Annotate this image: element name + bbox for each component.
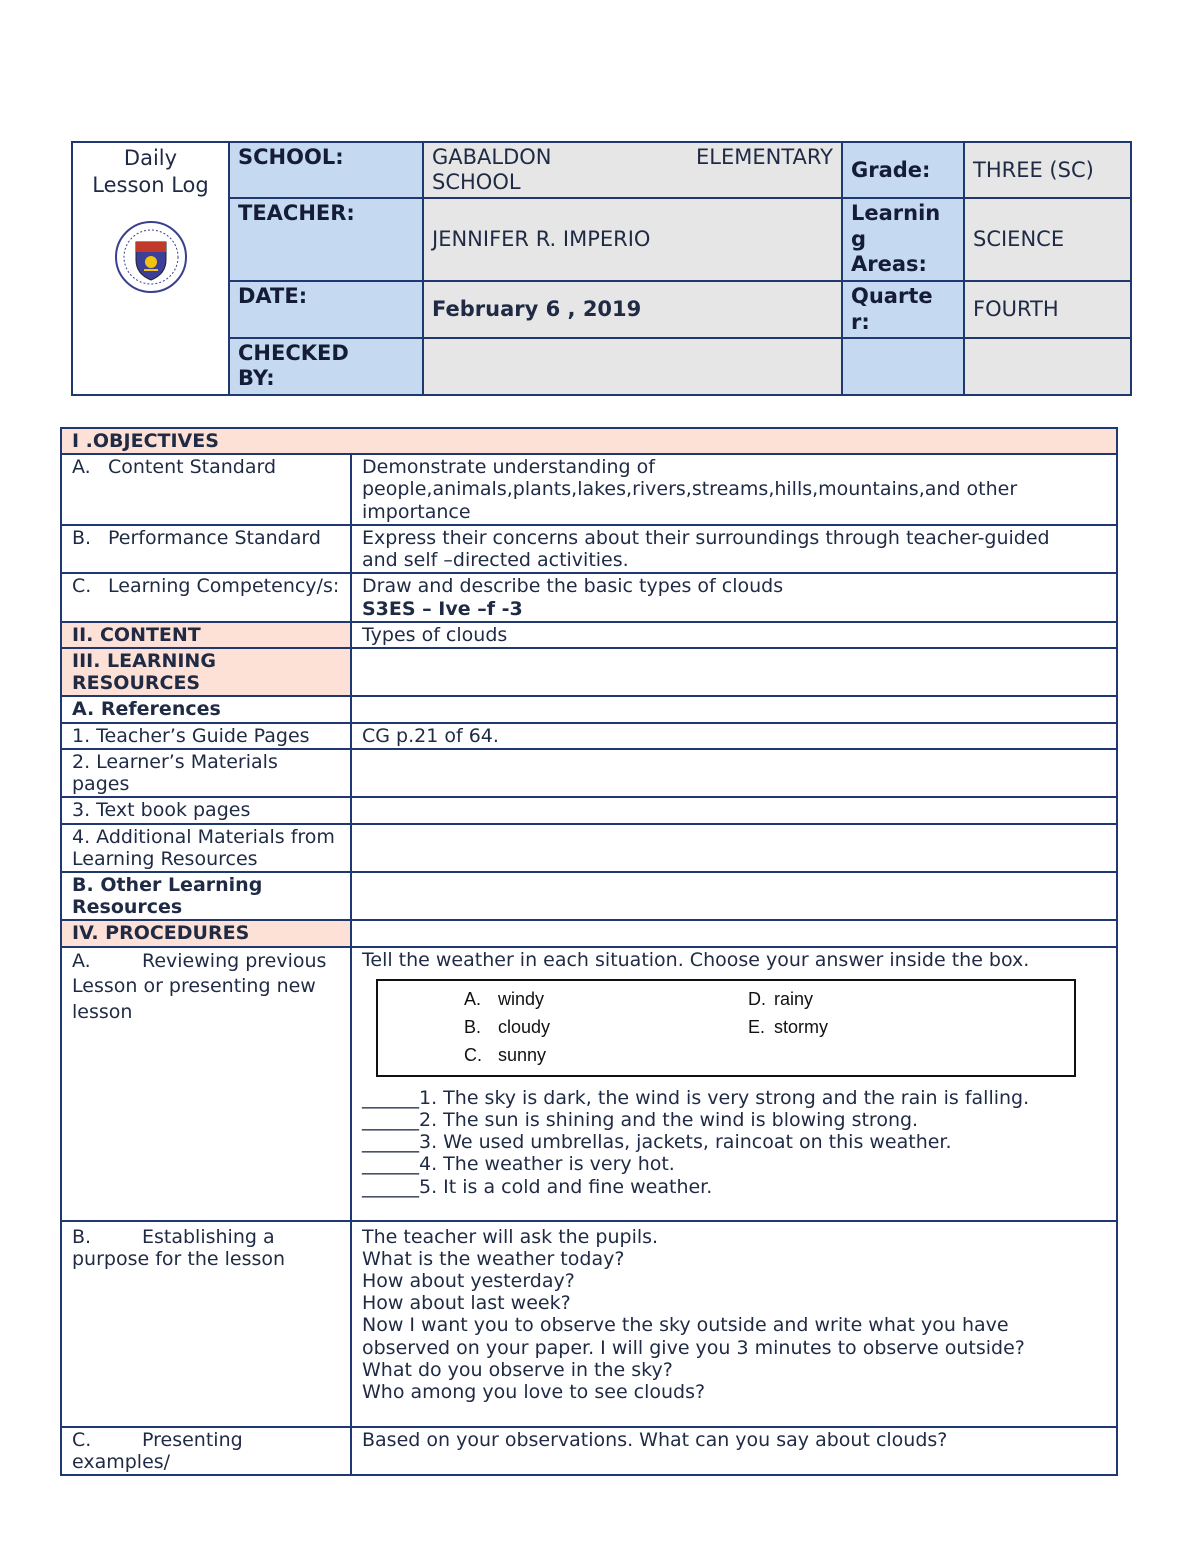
grade-label: Grade: bbox=[842, 142, 964, 198]
choice-item: E. stormy bbox=[748, 1016, 828, 1037]
list-item: What do you observe in the sky? bbox=[362, 1358, 673, 1381]
lesson-plan-table bbox=[60, 427, 1118, 1476]
learning-competency-label: C. Learning Competency/s: bbox=[61, 573, 351, 621]
learning-resources-value bbox=[351, 648, 1117, 696]
table-row bbox=[61, 947, 1117, 1221]
review-instruction: Tell the weather in each situation. Choose your answer inside the box. bbox=[362, 948, 1030, 971]
list-item: Now I want you to observe the sky outside and write what you have bbox=[362, 1314, 1009, 1337]
table-row bbox=[61, 525, 1117, 573]
list-item: Who among you love to see clouds? bbox=[362, 1381, 706, 1404]
references-label: A. References bbox=[61, 696, 351, 722]
table-row bbox=[61, 797, 1117, 823]
procedures-heading: IV. PROCEDURES bbox=[61, 920, 351, 946]
choice-item: D. rainy bbox=[748, 988, 814, 1009]
document-title: Daily Lesson Log bbox=[92, 146, 209, 198]
establishing-purpose-label: B. Establishing a purpose for the lesson bbox=[61, 1221, 351, 1427]
school-label: SCHOOL: bbox=[229, 142, 423, 198]
table-row bbox=[61, 723, 1117, 749]
performance-standard-value: Express their concerns about their surroundings through teacher-guided and self –directed activities. bbox=[351, 525, 1117, 573]
list-item: ______2. The sun is shining and the wind is blowing strong. bbox=[362, 1109, 919, 1132]
textbook-value bbox=[351, 797, 1117, 823]
teachers-guide-label: 1. Teacher’s Guide Pages bbox=[61, 723, 351, 749]
learning-areas-value: SCIENCE bbox=[964, 198, 1131, 281]
checked-empty-value bbox=[964, 338, 1131, 395]
learning-resources-heading: III. LEARNING RESOURCES bbox=[61, 648, 351, 696]
teacher-value: JENNIFER R. IMPERIO bbox=[423, 198, 842, 281]
answer-choices-box bbox=[376, 979, 1076, 1077]
table-row bbox=[61, 1427, 1117, 1475]
table-row bbox=[61, 573, 1117, 621]
date-value: February 6 , 2019 bbox=[423, 281, 842, 337]
procedures-value bbox=[351, 920, 1117, 946]
competency-code: S3ES – Ive –f -3 bbox=[362, 597, 523, 620]
content-standard-value: Demonstrate understanding of people,animals,plants,lakes,rivers,streams,hills,mountains,and other importance bbox=[351, 454, 1117, 525]
list-item: The teacher will ask the pupils. bbox=[362, 1225, 659, 1248]
list-item: How about yesterday? bbox=[362, 1270, 575, 1293]
teacher-label: TEACHER: bbox=[229, 198, 423, 281]
table-row bbox=[61, 1221, 1117, 1427]
table-row bbox=[61, 648, 1117, 696]
checked-empty-label bbox=[842, 338, 964, 395]
quarter-label: Quarte r: bbox=[842, 281, 964, 337]
list-item: ______3. We used umbrellas, jackets, raincoat on this weather. bbox=[362, 1131, 952, 1154]
title-logo-cell bbox=[72, 142, 229, 395]
list-item: What is the weather today? bbox=[362, 1247, 625, 1270]
references-value bbox=[351, 696, 1117, 722]
content-heading: II. CONTENT bbox=[61, 622, 351, 648]
content-standard-label: A. Content Standard bbox=[61, 454, 351, 525]
performance-standard-label: B. Performance Standard bbox=[61, 525, 351, 573]
objectives-heading: I .OBJECTIVES bbox=[61, 428, 1117, 454]
choice-item: B. cloudy bbox=[464, 1016, 551, 1037]
learning-areas-label: Learnin g Areas: bbox=[842, 198, 964, 281]
learners-materials-value bbox=[351, 749, 1117, 797]
quarter-value: FOURTH bbox=[964, 281, 1131, 337]
table-row bbox=[61, 872, 1117, 920]
grade-value: THREE (SC) bbox=[964, 142, 1131, 198]
additional-materials-value bbox=[351, 824, 1117, 872]
choice-item: C. sunny bbox=[464, 1044, 547, 1065]
table-row bbox=[61, 696, 1117, 722]
presenting-examples-value: Based on your observations. What can you say about clouds? bbox=[351, 1427, 1117, 1475]
reviewing-lesson-label: A. Reviewing previous Lesson or presenting new lesson bbox=[61, 947, 351, 1221]
reviewing-lesson-value bbox=[351, 947, 1117, 1221]
list-item: How about last week? bbox=[362, 1292, 571, 1315]
additional-materials-label: 4. Additional Materials from Learning Resources bbox=[61, 824, 351, 872]
school-value: GABALDON ELEMENTARY SCHOOL bbox=[423, 142, 842, 198]
list-item: ______1. The sky is dark, the wind is very strong and the rain is falling. bbox=[362, 1086, 1030, 1109]
learners-materials-label: 2. Learner’s Materials pages bbox=[61, 749, 351, 797]
list-item: observed on your paper. I will give you 3 minutes to observe outside? bbox=[362, 1336, 1025, 1359]
establishing-purpose-value bbox=[351, 1221, 1117, 1427]
list-item: ______5. It is a cold and fine weather. bbox=[362, 1175, 713, 1198]
table-row bbox=[61, 749, 1117, 797]
choice-item: A. windy bbox=[464, 988, 545, 1009]
lesson-log-header-table bbox=[71, 141, 1132, 396]
learning-competency-value: Draw and describe the basic types of clouds S3ES – Ive –f -3 bbox=[351, 573, 1117, 621]
other-resources-value bbox=[351, 872, 1117, 920]
list-item: ______4. The weather is very hot. bbox=[362, 1153, 675, 1176]
table-row bbox=[61, 824, 1117, 872]
table-row bbox=[61, 622, 1117, 648]
date-label: DATE: bbox=[229, 281, 423, 337]
other-resources-label: B. Other Learning Resources bbox=[61, 872, 351, 920]
table-row bbox=[61, 920, 1117, 946]
presenting-examples-label: C. Presenting examples/ bbox=[61, 1427, 351, 1475]
checked-by-value bbox=[423, 338, 842, 395]
deped-seal-logo bbox=[114, 220, 188, 294]
content-value: Types of clouds bbox=[351, 622, 1117, 648]
review-items bbox=[362, 1087, 1106, 1198]
teachers-guide-value: CG p.21 of 64. bbox=[351, 723, 1117, 749]
table-row bbox=[61, 454, 1117, 525]
textbook-label: 3. Text book pages bbox=[61, 797, 351, 823]
checked-by-label: CHECKED BY: bbox=[229, 338, 423, 395]
